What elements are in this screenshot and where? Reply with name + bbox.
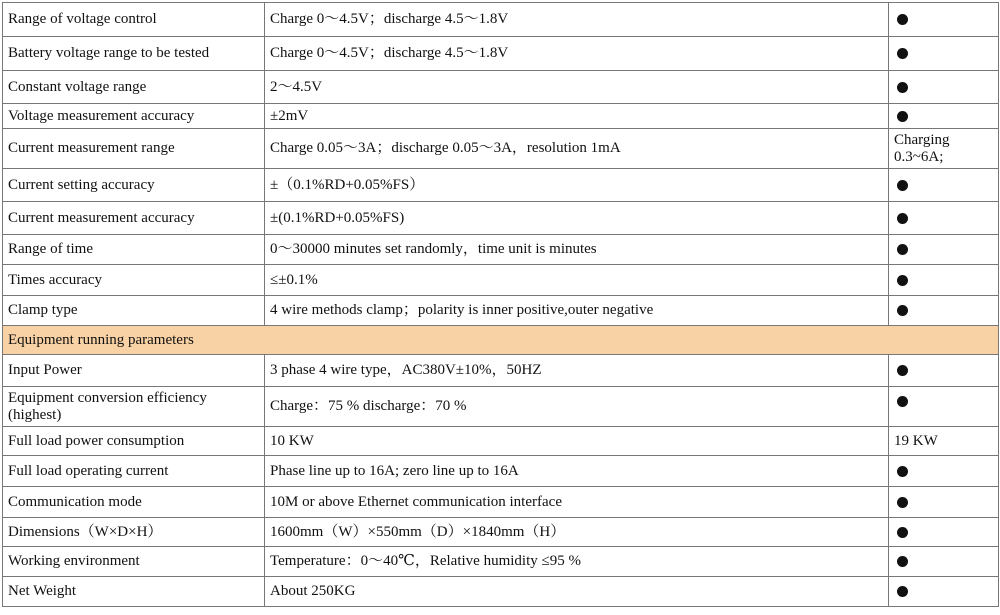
- table-row: [3, 129, 999, 169]
- value-cell: ±2mV: [265, 104, 889, 129]
- table-row: [3, 265, 999, 296]
- param-cell: Range of voltage control: [3, 3, 265, 37]
- table-row: [3, 37, 999, 71]
- bullet-dot-icon: [897, 396, 908, 407]
- param-cell: Communication mode: [3, 487, 265, 518]
- bullet-dot-icon: [897, 466, 908, 477]
- param-cell: Battery voltage range to be tested: [3, 37, 265, 71]
- param-cell: Input Power: [3, 355, 265, 387]
- bullet-dot-icon: [897, 82, 908, 93]
- mark-cell: [889, 518, 999, 547]
- bullet-dot-icon: [897, 586, 908, 597]
- bullet-dot-icon: [897, 48, 908, 59]
- table-row: [3, 355, 999, 387]
- param-cell: Constant voltage range: [3, 71, 265, 104]
- bullet-dot-icon: [897, 275, 908, 286]
- value-cell: 1600mm（W）×550mm（D）×1840mm（H）: [265, 518, 889, 547]
- bullet-dot-icon: [897, 111, 908, 122]
- value-cell: ±（0.1%RD+0.05%FS）: [265, 169, 889, 202]
- mark-cell: [889, 235, 999, 265]
- bullet-dot-icon: [897, 213, 908, 224]
- value-cell: 10 KW: [265, 427, 889, 456]
- section-header-row: [3, 326, 999, 355]
- bullet-dot-icon: [897, 180, 908, 191]
- param-cell: Times accuracy: [3, 265, 265, 296]
- param-cell: Net Weight: [3, 577, 265, 607]
- table-row: [3, 577, 999, 607]
- mark-cell: [889, 37, 999, 71]
- bullet-dot-icon: [897, 14, 908, 25]
- table-row: [3, 427, 999, 456]
- mark-note-cell: Charging 0.3~6A;: [889, 129, 999, 169]
- bullet-dot-icon: [897, 244, 908, 255]
- table-row: [3, 104, 999, 129]
- value-cell: Charge 0～4.5V；discharge 4.5～1.8V: [265, 3, 889, 37]
- mark-cell: [889, 104, 999, 129]
- bullet-dot-icon: [897, 497, 908, 508]
- table-row: [3, 487, 999, 518]
- value-cell: ≤±0.1%: [265, 265, 889, 296]
- value-cell: Temperature：0～40℃，Relative humidity ≤95 %: [265, 547, 889, 577]
- param-cell: Full load power consumption: [3, 427, 265, 456]
- param-cell: Working environment: [3, 547, 265, 577]
- table-row: [3, 456, 999, 487]
- mark-cell: [889, 296, 999, 326]
- param-cell: Current setting accuracy: [3, 169, 265, 202]
- param-cell: Current measurement range: [3, 129, 265, 169]
- table-row: [3, 387, 999, 427]
- table-row: [3, 71, 999, 104]
- value-cell: Charge 0.05～3A；discharge 0.05～3A，resolution 1mA: [265, 129, 889, 169]
- table-row: [3, 518, 999, 547]
- bullet-dot-icon: [897, 365, 908, 376]
- mark-cell: [889, 547, 999, 577]
- mark-cell: [889, 456, 999, 487]
- spec-table: [2, 2, 999, 607]
- value-cell: Charge 0～4.5V；discharge 4.5～1.8V: [265, 37, 889, 71]
- param-cell: Voltage measurement accuracy: [3, 104, 265, 129]
- mark-cell: [889, 487, 999, 518]
- value-cell: 4 wire methods clamp；polarity is inner positive,outer negative: [265, 296, 889, 326]
- section-title: Equipment running parameters: [3, 326, 999, 355]
- table-row: [3, 296, 999, 326]
- param-cell: Range of time: [3, 235, 265, 265]
- table-row: [3, 169, 999, 202]
- table-row: [3, 3, 999, 37]
- mark-cell: [889, 3, 999, 37]
- value-cell: 0～30000 minutes set randomly，time unit is minutes: [265, 235, 889, 265]
- value-cell: ±(0.1%RD+0.05%FS): [265, 202, 889, 235]
- mark-cell: [889, 387, 999, 427]
- mark-cell: [889, 71, 999, 104]
- mark-cell: [889, 202, 999, 235]
- mark-note-cell: 19 KW: [889, 427, 999, 456]
- table-row: [3, 202, 999, 235]
- mark-cell: [889, 577, 999, 607]
- value-cell: 10M or above Ethernet communication interface: [265, 487, 889, 518]
- mark-cell: [889, 355, 999, 387]
- mark-cell: [889, 169, 999, 202]
- bullet-dot-icon: [897, 556, 908, 567]
- param-cell: Dimensions（W×D×H）: [3, 518, 265, 547]
- value-cell: 2～4.5V: [265, 71, 889, 104]
- bullet-dot-icon: [897, 305, 908, 316]
- param-cell: Full load operating current: [3, 456, 265, 487]
- param-cell: Current measurement accuracy: [3, 202, 265, 235]
- mark-cell: [889, 265, 999, 296]
- bullet-dot-icon: [897, 527, 908, 538]
- value-cell: About 250KG: [265, 577, 889, 607]
- value-cell: Charge：75 % discharge：70 %: [265, 387, 889, 427]
- table-row: [3, 547, 999, 577]
- param-cell: Clamp type: [3, 296, 265, 326]
- value-cell: 3 phase 4 wire type，AC380V±10%，50HZ: [265, 355, 889, 387]
- value-cell: Phase line up to 16A; zero line up to 16A: [265, 456, 889, 487]
- table-row: [3, 235, 999, 265]
- param-cell: Equipment conversion efficiency (highest): [3, 387, 265, 427]
